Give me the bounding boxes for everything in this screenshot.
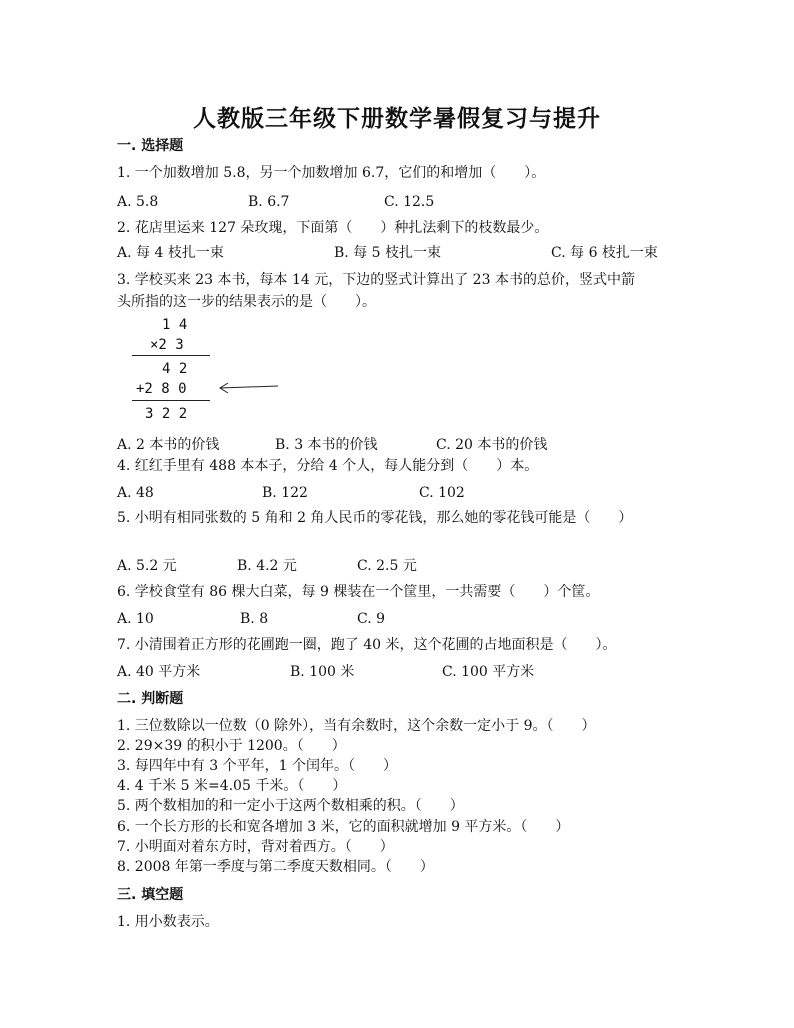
calc-row-partial-2: +2 8 0 (136, 381, 187, 397)
calc-row-partial-1: 4 2 (162, 361, 188, 377)
q6-option-c: C. 9 (357, 611, 386, 627)
pointer-arrow-icon (218, 380, 280, 396)
fill-question-1: 1. 用小数表示。 (117, 914, 219, 930)
section-heading-fill: 三. 填空题 (117, 887, 184, 903)
q2-option-a: A. 每 4 枝扎一束 (117, 245, 224, 261)
q1-option-b: B. 6.7 (248, 194, 290, 210)
q1-option-c: C. 12.5 (384, 194, 435, 210)
q2-option-c: C. 每 6 枝扎一束 (551, 245, 658, 261)
q4-option-b: B. 122 (262, 485, 308, 501)
question-4: 4. 红红手里有 488 本本子，分给 4 个人，每人能分到（ ）本。 (117, 458, 539, 474)
judge-item: 8. 2008 年第一季度与第二季度天数相同。（ ） (117, 859, 434, 875)
judge-item: 5. 两个数相加的和一定小于这两个数相乘的积。（ ） (117, 798, 464, 814)
q5-option-c: C. 2.5 元 (357, 558, 417, 574)
q3-option-c: C. 20 本书的价钱 (436, 437, 548, 453)
calc-row-multiplicand: 1 4 (162, 317, 188, 333)
judge-item: 2. 29×39 的积小于 1200。（ ） (117, 738, 346, 754)
question-5: 5. 小明有相同张数的 5 角和 2 角人民币的零花钱，那么她的零花钱可能是（ ） (117, 510, 633, 526)
calc-rule-1 (132, 355, 210, 356)
question-2: 2. 花店里运来 127 朵玫瑰，下面第（ ）种扎法剩下的枝数最少。 (117, 220, 549, 236)
q3-option-b: B. 3 本书的价钱 (275, 437, 378, 453)
q5-option-a: A. 5.2 元 (117, 558, 177, 574)
q7-option-b: B. 100 米 (290, 664, 355, 680)
q6-option-a: A. 10 (117, 611, 154, 627)
question-6: 6. 学校食堂有 86 棵大白菜，每 9 棵装在一个筐里，一共需要（ ）个筐。 (117, 584, 600, 600)
calc-row-result: 3 2 2 (145, 406, 188, 422)
q5-option-b: B. 4.2 元 (237, 558, 297, 574)
judge-item: 7. 小明面对着东方时，背对着西方。（ ） (117, 839, 394, 855)
judge-item: 6. 一个长方形的长和宽各增加 3 米，它的面积就增加 9 平方米。（ ） (117, 819, 570, 835)
question-3-line-1: 3. 学校买来 23 本书，每本 14 元，下边的竖式计算出了 23 本书的总价，竖式中箭 (117, 272, 635, 288)
q2-option-b: B. 每 5 枝扎一束 (334, 245, 441, 261)
q7-option-a: A. 40 平方米 (117, 664, 201, 680)
question-1: 1. 一个加数增加 5.8，另一个加数增加 6.7，它们的和增加（ ）。 (117, 165, 546, 181)
calc-row-multiplier: ×2 3 (150, 337, 184, 353)
judge-item: 3. 每四年中有 3 个平年，1 个闰年。（ ） (117, 758, 397, 774)
judge-item: 1. 三位数除以一位数（0 除外），当有余数时，这个余数一定小于 9。（ ） (117, 718, 596, 734)
section-heading-choice: 一. 选择题 (117, 138, 184, 154)
q4-option-a: A. 48 (117, 485, 154, 501)
section-heading-judge: 二. 判断题 (117, 691, 184, 707)
q4-option-c: C. 102 (419, 485, 465, 501)
q6-option-b: B. 8 (240, 611, 269, 627)
question-3-line-2: 头所指的这一步的结果表示的是（ ）。 (117, 294, 376, 310)
q3-option-a: A. 2 本书的价钱 (117, 437, 220, 453)
q7-option-c: C. 100 平方米 (442, 664, 535, 680)
judge-item: 4. 4 千米 5 米=4.05 千米。（ ） (117, 778, 347, 794)
document-title: 人教版三年级下册数学暑假复习与提升 (193, 106, 601, 132)
question-7: 7. 小清围着正方形的花圃跑一圈，跑了 40 米，这个花圃的占地面积是（ ）。 (117, 637, 617, 653)
calc-rule-2 (132, 400, 210, 401)
q1-option-a: A. 5.8 (117, 194, 159, 210)
